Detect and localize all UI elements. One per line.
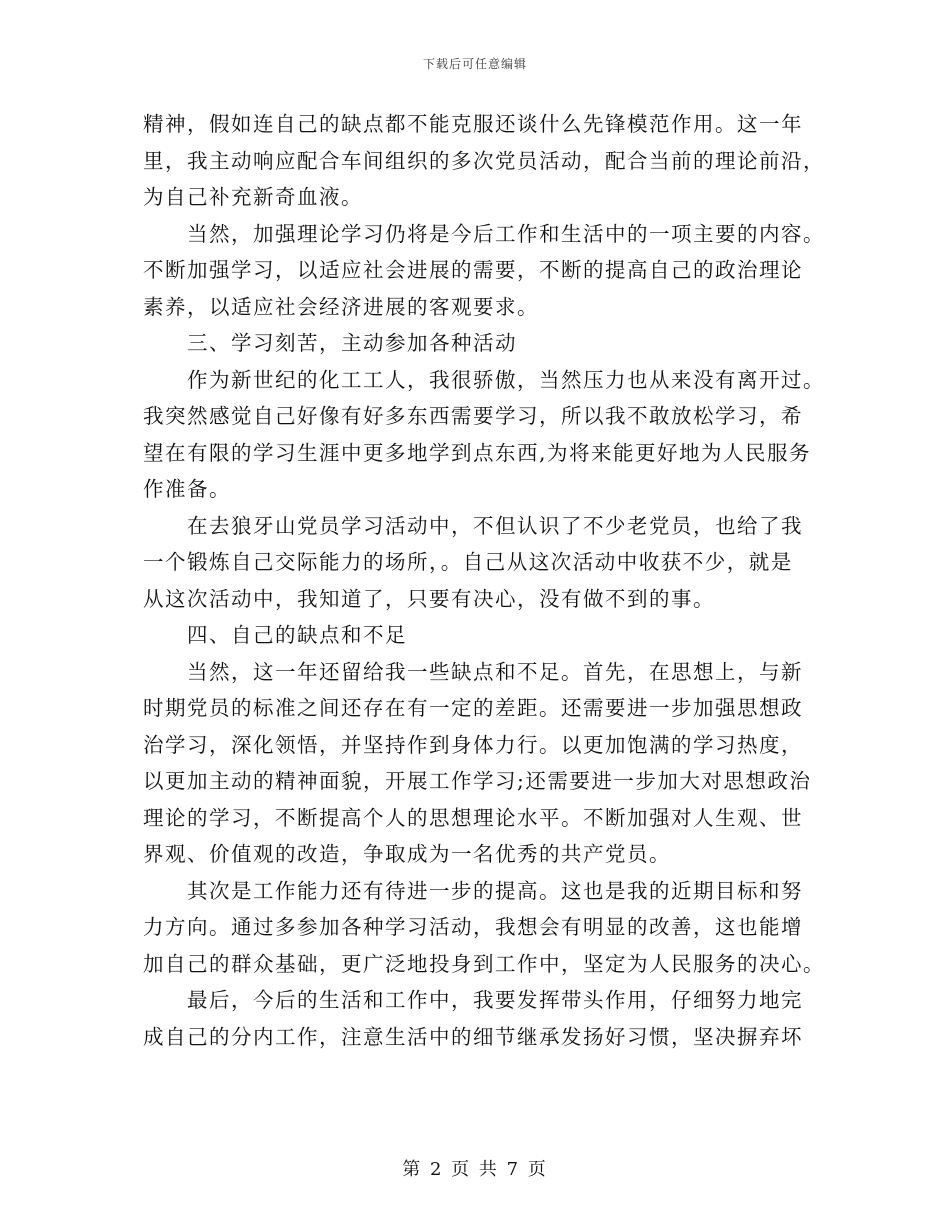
section-heading: 三、学习刻苦，主动参加各种活动 xyxy=(187,331,517,355)
text-line: 不断加强学习，以适应社会进展的需要，不断的提高自己的政治理论 xyxy=(143,258,803,282)
section-heading: 四、自己的缺点和不足 xyxy=(187,623,407,647)
text-line: 成自己的分内工作，注意生活中的细节继承发扬好习惯，坚决摒弃坏 xyxy=(143,1024,803,1049)
text-line: 作准备。 xyxy=(143,477,231,501)
text-line: 加自己的群众基础，更广泛地投身到工作中，坚定为人民服务的决心。 xyxy=(143,951,825,976)
text-line: 理论的学习，不断提高个人的思想理论水平。不断加强对人生观、世 xyxy=(143,805,803,830)
text-line: 力方向。通过多参加各种学习活动，我想会有明显的改善，这也能增 xyxy=(143,915,803,939)
paragraph-start-line: 作为新世纪的化工工人，我很骄傲，当然压力也从来没有离开过。 xyxy=(187,367,825,392)
page-header: 下载后可任意编辑 xyxy=(422,57,527,71)
paragraph-start-line: 当然，这一年还留给我一些缺点和不足。首先，在思想上，与新 xyxy=(187,659,803,684)
text-line: 里，我主动响应配合车间组织的多次党员活动，配合当前的理论前沿， xyxy=(143,148,825,173)
text-line: 时期党员的标准之间还存在有一定的差距。还需要进一步加强思想政 xyxy=(143,696,803,720)
document-body xyxy=(143,106,825,1055)
text-line: 治学习，深化领悟，并坚持作到身体力行。以更加饱满的学习热度， xyxy=(143,732,803,757)
text-line: 以更加主动的精神面貌，开展工作学习;还需要进一步加大对思想政治 xyxy=(143,769,812,793)
text-line: 望在有限的学习生涯中更多地学到点东西,为将来能更好地为人民服务 xyxy=(143,440,812,465)
text-line: 从这次活动中，我知道了，只要有决心，没有做不到的事。 xyxy=(143,586,715,611)
text-line: 我突然感觉自己好像有好多东西需要学习，所以我不敢放松学习，希 xyxy=(143,404,803,428)
page-number-footer: 第 2 页 共 7 页 xyxy=(402,1159,548,1180)
text-line: 为自己补充新奇血液。 xyxy=(143,185,363,209)
text-line: 精神，假如连自己的缺点都不能克服还谈什么先锋模范作用。这一年 xyxy=(143,112,803,136)
text-line: 一个锻炼自己交际能力的场所，。自己从这次活动中收获不少，就是 xyxy=(143,550,793,574)
paragraph-start-line: 当然，加强理论学习仍将是今后工作和生活中的一项主要的内容。 xyxy=(187,221,825,246)
text-line: 素养，以适应社会经济进展的客观要求。 xyxy=(143,294,539,319)
paragraph-start-line: 在去狼牙山党员学习活动中，不但认识了不少老党员，也给了我 xyxy=(187,513,803,538)
paragraph-start-line: 其次是工作能力还有待进一步的提高。这也是我的近期目标和努 xyxy=(187,878,803,903)
paragraph-start-line: 最后，今后的生活和工作中，我要发挥带头作用，仔细努力地完 xyxy=(187,988,803,1012)
text-line: 界观、价值观的改造，争取成为一名优秀的共产党员。 xyxy=(143,842,671,866)
